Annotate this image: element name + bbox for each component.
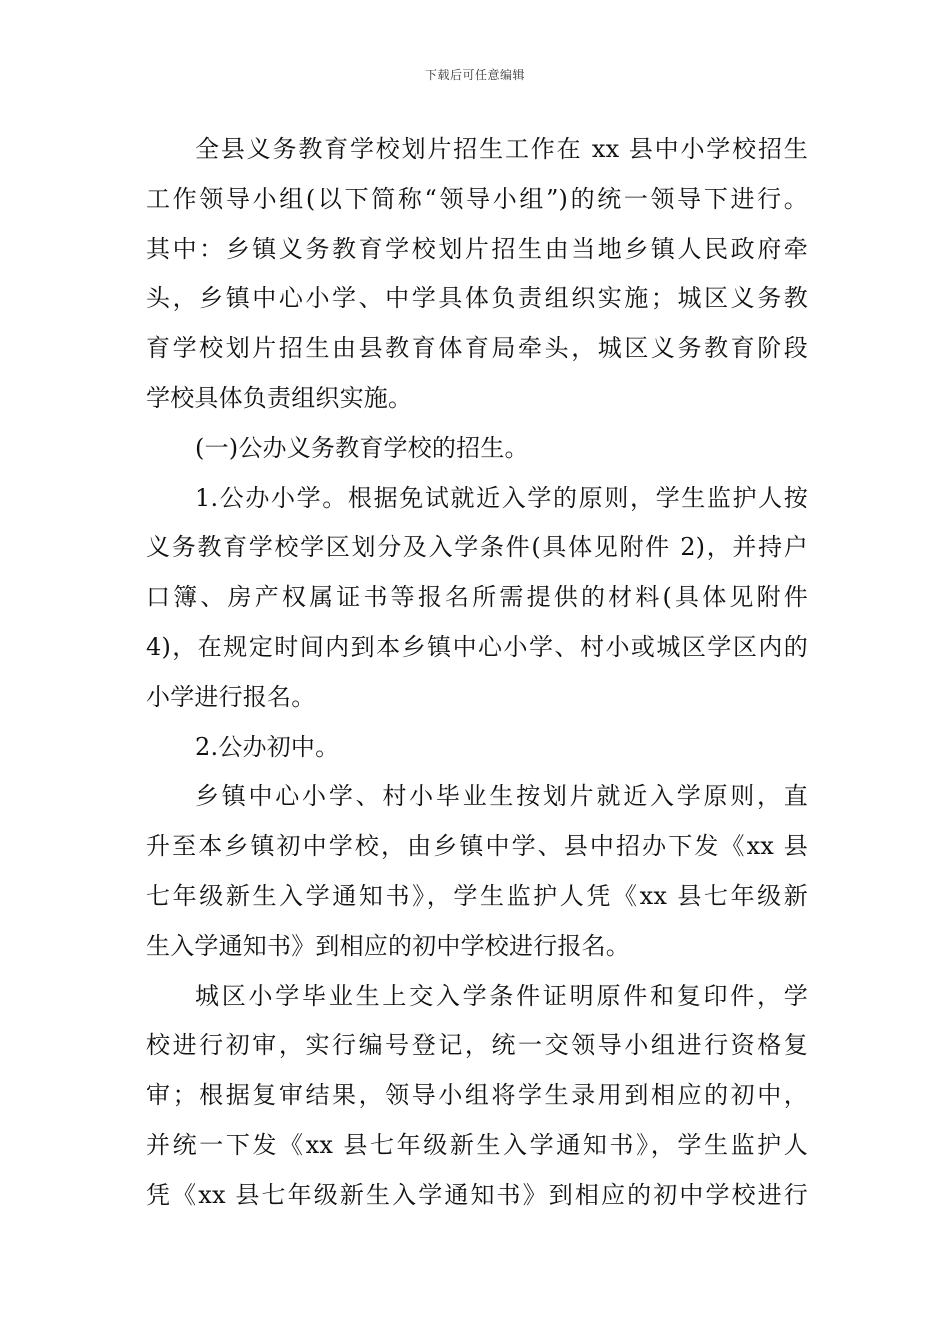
text-line: 乡镇中心小学、村小毕业生按划片就近入学原则，直 xyxy=(195,782,808,811)
text-line: 1.公办小学。根据免试就近入学的原则，学生监护人按 xyxy=(195,483,808,512)
text-line: 审；根据复审结果，领导小组将学生录用到相应的初中， xyxy=(146,1081,808,1110)
text-line: 生入学通知书》到相应的初中学校进行报名。 xyxy=(146,931,630,960)
text-line: 工作领导小组(以下简称“领导小组”)的统一领导下进行。 xyxy=(146,184,808,213)
header-note: 下载后可任意编辑 xyxy=(424,68,525,82)
text-line: 全县义务教育学校划片招生工作在 xx 县中小学校招生 xyxy=(195,135,808,163)
text-line: 头，乡镇中心小学、中学具体负责组织实施；城区义务教 xyxy=(146,284,808,313)
document-body xyxy=(146,125,808,1221)
text-line: 并统一下发《xx 县七年级新生入学通知书》，学生监护人 xyxy=(146,1130,808,1159)
text-line: 七年级新生入学通知书》，学生监护人凭《xx 县七年级新 xyxy=(146,881,808,910)
text-line: 校进行初审，实行编号登记，统一交领导小组进行资格复 xyxy=(146,1031,808,1060)
section-heading: (一)公办义务教育学校的招生。 xyxy=(195,433,529,462)
text-line: 小学进行报名。 xyxy=(146,682,316,711)
text-line: 育学校划片招生由县教育体育局牵头，城区义务教育阶段 xyxy=(146,334,808,363)
text-line: 义务教育学校学区划分及入学条件(具体见附件 2)，并持户 xyxy=(146,533,808,562)
text-line: 学校具体负责组织实施。 xyxy=(146,383,413,412)
text-line: 升至本乡镇初中学校，由乡镇中学、县中招办下发《xx 县 xyxy=(146,832,808,861)
text-line: 4)，在规定时间内到本乡镇中心小学、村小或城区学区内的 xyxy=(146,632,808,661)
text-line: 其中：乡镇义务教育学校划片招生由当地乡镇人民政府牵 xyxy=(146,234,808,263)
text-line: 口簿、房产权属证书等报名所需提供的材料(具体见附件 xyxy=(146,583,808,612)
text-line: 凭《xx 县七年级新生入学通知书》到相应的初中学校进行 xyxy=(146,1180,808,1209)
text-line: 城区小学毕业生上交入学条件证明原件和复印件，学 xyxy=(195,981,808,1010)
subsection-heading: 2.公办初中。 xyxy=(195,732,340,761)
